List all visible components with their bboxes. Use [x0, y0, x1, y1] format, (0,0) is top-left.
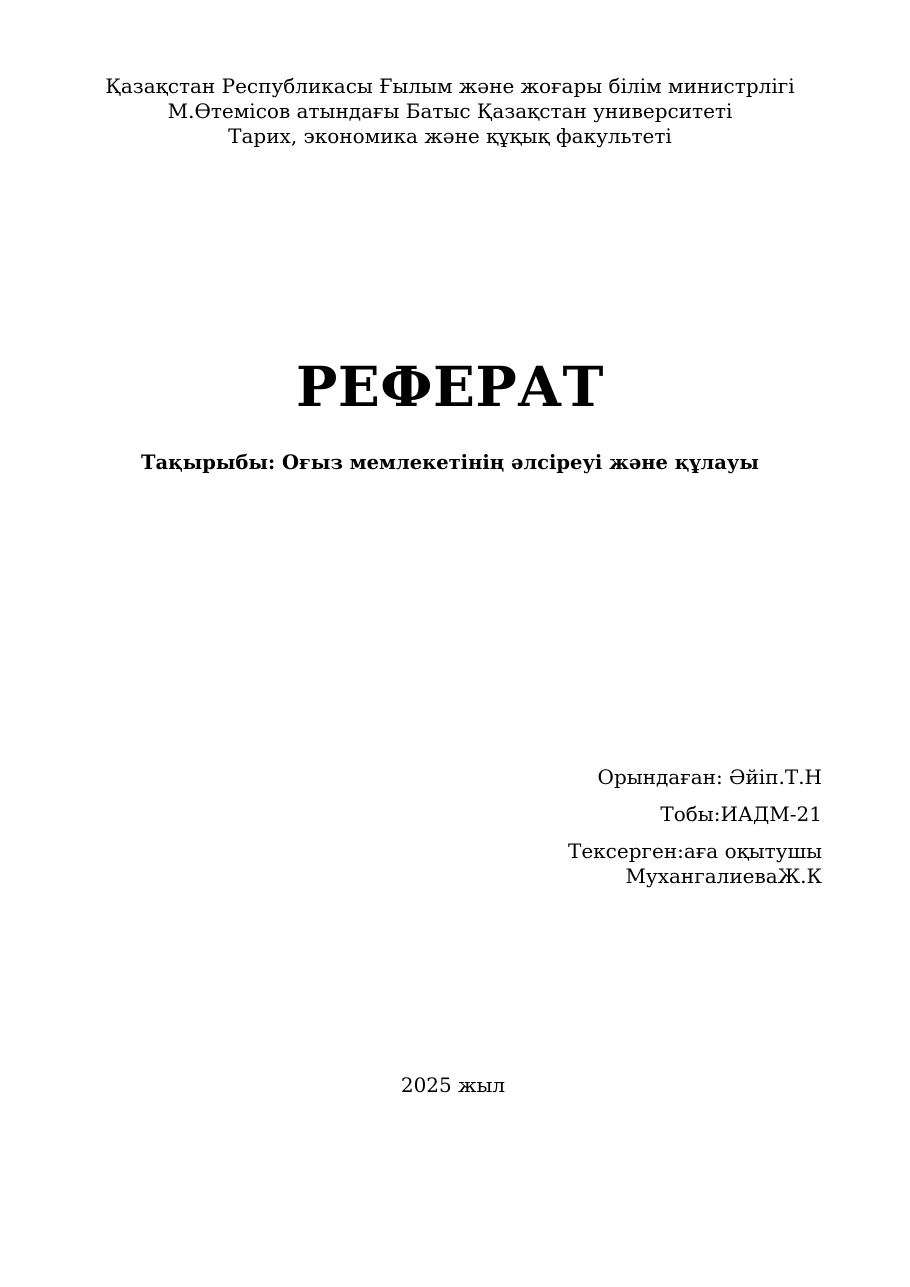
performed-by-line: Орындаған: Әйіп.Т.Н [597, 765, 822, 789]
checked-by-line: Тексерген:аға оқытушы [568, 839, 822, 863]
author-info-block [568, 765, 822, 889]
topic-line: Тақырыбы: Оғыз мемлекетінің әлсіреуі және құлауы [141, 451, 759, 474]
group-line: Тобы:ИАДМ-21 [660, 802, 822, 826]
year-line: 2025 жыл [400, 1073, 506, 1097]
ministry-line: Қазақстан Республикасы Ғылым және жоғары білім министрлігі [105, 74, 795, 98]
title-page-header [0, 74, 900, 149]
document-title: РЕФЕРАТ [296, 354, 604, 419]
checker-name-line: МухангалиеваЖ.К [625, 864, 822, 888]
university-line: М.Өтемісов атындағы Батыс Қазақстан университеті [167, 99, 733, 123]
faculty-line: Тарих, экономика және құқық факультеті [228, 124, 672, 148]
